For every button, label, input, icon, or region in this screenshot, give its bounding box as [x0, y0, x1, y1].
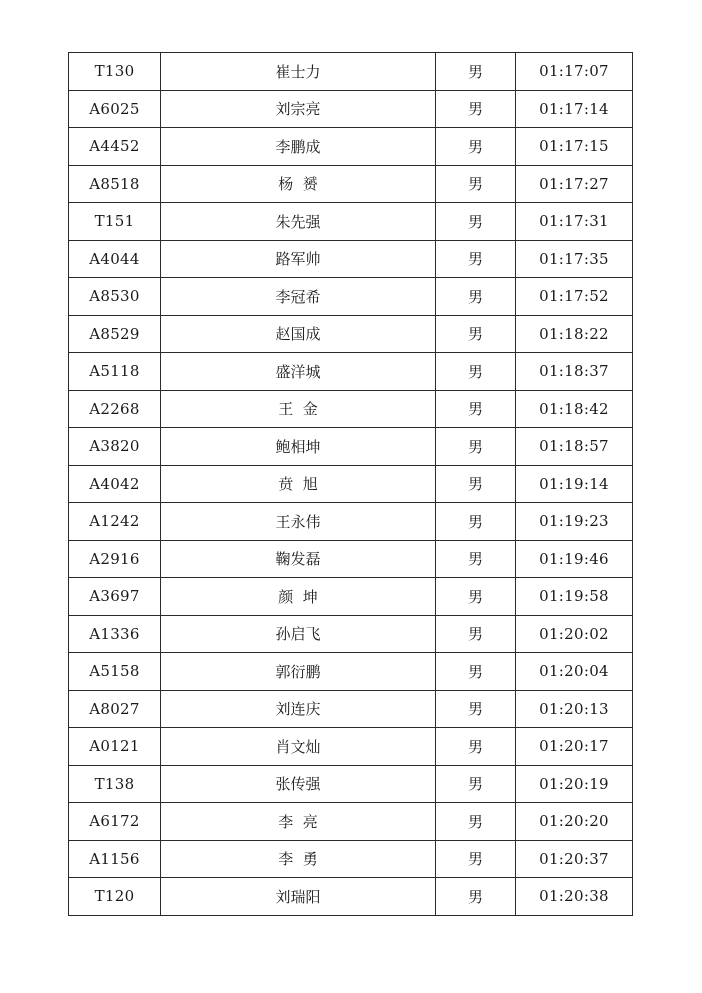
table-row: [69, 578, 633, 616]
bib-number-cell: A8529: [69, 315, 161, 353]
finish-time-cell: 01:17:35: [516, 240, 633, 278]
bib-number-cell: A5118: [69, 353, 161, 391]
table-row: [69, 278, 633, 316]
finish-time-cell: 01:19:58: [516, 578, 633, 616]
finish-time-cell: 01:17:07: [516, 53, 633, 91]
finish-time-cell: 01:17:14: [516, 90, 633, 128]
bib-number-cell: A8518: [69, 165, 161, 203]
bib-number-cell: A4044: [69, 240, 161, 278]
gender-cell: 男: [436, 615, 516, 653]
runner-name-cell: 赵国成: [161, 315, 436, 353]
gender-cell: 男: [436, 765, 516, 803]
gender-cell: 男: [436, 540, 516, 578]
results-table: [68, 52, 633, 916]
bib-number-cell: A1156: [69, 840, 161, 878]
table-row: [69, 540, 633, 578]
table-row: [69, 53, 633, 91]
table-row: [69, 203, 633, 241]
finish-time-cell: 01:20:02: [516, 615, 633, 653]
gender-cell: 男: [436, 840, 516, 878]
table-row: [69, 615, 633, 653]
runner-name-cell: 李冠希: [161, 278, 436, 316]
gender-cell: 男: [436, 240, 516, 278]
gender-cell: 男: [436, 203, 516, 241]
table-row: [69, 690, 633, 728]
gender-cell: 男: [436, 165, 516, 203]
runner-name-cell: 肖文灿: [161, 728, 436, 766]
finish-time-cell: 01:18:42: [516, 390, 633, 428]
bib-number-cell: T151: [69, 203, 161, 241]
bib-number-cell: A5158: [69, 653, 161, 691]
runner-name-cell: 李鹏成: [161, 128, 436, 166]
bib-number-cell: T138: [69, 765, 161, 803]
runner-name-cell: 贲 旭: [161, 465, 436, 503]
bib-number-cell: A0121: [69, 728, 161, 766]
gender-cell: 男: [436, 128, 516, 166]
runner-name-cell: 王永伟: [161, 503, 436, 541]
gender-cell: 男: [436, 690, 516, 728]
finish-time-cell: 01:18:22: [516, 315, 633, 353]
runner-name-cell: 路军帅: [161, 240, 436, 278]
finish-time-cell: 01:19:46: [516, 540, 633, 578]
finish-time-cell: 01:18:57: [516, 428, 633, 466]
table-row: [69, 728, 633, 766]
table-row: [69, 465, 633, 503]
finish-time-cell: 01:18:37: [516, 353, 633, 391]
bib-number-cell: A3820: [69, 428, 161, 466]
runner-name-cell: 颜 坤: [161, 578, 436, 616]
table-row: [69, 503, 633, 541]
finish-time-cell: 01:19:23: [516, 503, 633, 541]
table-row: [69, 315, 633, 353]
bib-number-cell: A8027: [69, 690, 161, 728]
runner-name-cell: 孙启飞: [161, 615, 436, 653]
bib-number-cell: A6172: [69, 803, 161, 841]
bib-number-cell: A1336: [69, 615, 161, 653]
runner-name-cell: 鲍相坤: [161, 428, 436, 466]
table-row: [69, 428, 633, 466]
runner-name-cell: 盛洋城: [161, 353, 436, 391]
gender-cell: 男: [436, 578, 516, 616]
table-row: [69, 840, 633, 878]
gender-cell: 男: [436, 390, 516, 428]
bib-number-cell: A3697: [69, 578, 161, 616]
finish-time-cell: 01:20:13: [516, 690, 633, 728]
table-row: [69, 803, 633, 841]
bib-number-cell: A2268: [69, 390, 161, 428]
table-row: [69, 165, 633, 203]
gender-cell: 男: [436, 315, 516, 353]
finish-time-cell: 01:20:17: [516, 728, 633, 766]
runner-name-cell: 刘宗亮: [161, 90, 436, 128]
runner-name-cell: 朱先强: [161, 203, 436, 241]
runner-name-cell: 崔士力: [161, 53, 436, 91]
runner-name-cell: 郭衍鹏: [161, 653, 436, 691]
bib-number-cell: A8530: [69, 278, 161, 316]
table-row: [69, 765, 633, 803]
gender-cell: 男: [436, 428, 516, 466]
runner-name-cell: 李 勇: [161, 840, 436, 878]
gender-cell: 男: [436, 503, 516, 541]
bib-number-cell: A4452: [69, 128, 161, 166]
finish-time-cell: 01:20:04: [516, 653, 633, 691]
finish-time-cell: 01:17:31: [516, 203, 633, 241]
bib-number-cell: T120: [69, 878, 161, 916]
runner-name-cell: 鞠发磊: [161, 540, 436, 578]
gender-cell: 男: [436, 278, 516, 316]
gender-cell: 男: [436, 465, 516, 503]
finish-time-cell: 01:19:14: [516, 465, 633, 503]
bib-number-cell: A1242: [69, 503, 161, 541]
finish-time-cell: 01:17:52: [516, 278, 633, 316]
table-row: [69, 653, 633, 691]
table-row: [69, 90, 633, 128]
table-row: [69, 390, 633, 428]
gender-cell: 男: [436, 728, 516, 766]
finish-time-cell: 01:17:27: [516, 165, 633, 203]
finish-time-cell: 01:17:15: [516, 128, 633, 166]
table-row: [69, 240, 633, 278]
finish-time-cell: 01:20:38: [516, 878, 633, 916]
gender-cell: 男: [436, 653, 516, 691]
runner-name-cell: 李 亮: [161, 803, 436, 841]
gender-cell: 男: [436, 353, 516, 391]
gender-cell: 男: [436, 803, 516, 841]
runner-name-cell: 刘连庆: [161, 690, 436, 728]
bib-number-cell: A2916: [69, 540, 161, 578]
table-row: [69, 353, 633, 391]
gender-cell: 男: [436, 53, 516, 91]
finish-time-cell: 01:20:19: [516, 765, 633, 803]
runner-name-cell: 刘瑞阳: [161, 878, 436, 916]
bib-number-cell: A6025: [69, 90, 161, 128]
finish-time-cell: 01:20:37: [516, 840, 633, 878]
bib-number-cell: T130: [69, 53, 161, 91]
table-row: [69, 128, 633, 166]
bib-number-cell: A4042: [69, 465, 161, 503]
gender-cell: 男: [436, 90, 516, 128]
finish-time-cell: 01:20:20: [516, 803, 633, 841]
runner-name-cell: 杨 赟: [161, 165, 436, 203]
runner-name-cell: 王 金: [161, 390, 436, 428]
runner-name-cell: 张传强: [161, 765, 436, 803]
gender-cell: 男: [436, 878, 516, 916]
table-row: [69, 878, 633, 916]
